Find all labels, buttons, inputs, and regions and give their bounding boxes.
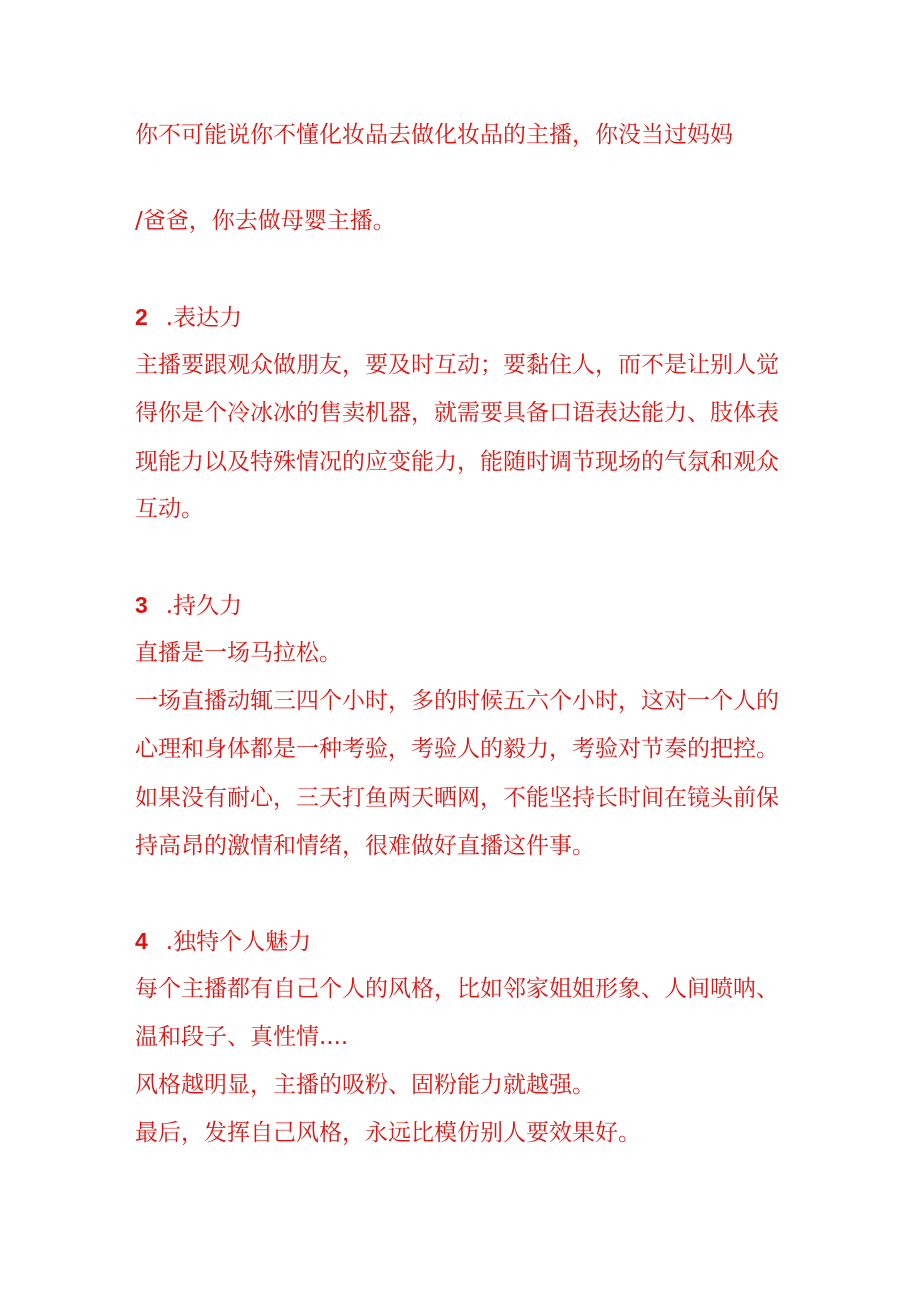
section-number: 3 (135, 592, 148, 618)
body-line: 持高昂的激情和情绪，很难做好直播这件事。 (135, 833, 595, 859)
body-line: 最后，发挥自己风格，永远比模仿别人要效果好。 (135, 1120, 641, 1146)
section-heading (135, 590, 242, 621)
section-number: 2 (135, 304, 148, 330)
intro-line: 你不可能说你不懂化妆品去做化妆品的主播，你没当过妈妈 (135, 122, 733, 148)
section-heading (135, 926, 311, 957)
body-line: 得你是个冷冰冰的售卖机器，就需要具备口语表达能力、肢体表 (135, 400, 779, 426)
body-line: 风格越明显，主播的吸粉、固粉能力就越强。 (135, 1072, 595, 1098)
body-line: 主播要跟观众做朋友，要及时互动；要黏住人，而不是让别人觉 (135, 352, 779, 378)
section-heading (135, 302, 242, 333)
section-title: .持久力 (165, 593, 243, 619)
body-line: 温和段子、真性情.... (135, 1024, 349, 1050)
section-title: .表达力 (165, 305, 243, 331)
body-line: 每个主播都有自己个人的风格，比如邻家姐姐形象、人间喷呐、 (135, 976, 779, 1002)
body-line: 直播是一场马拉松。 (135, 640, 342, 666)
body-line: 互动。 (135, 496, 204, 522)
section-number: 4 (135, 928, 148, 954)
body-line: 心理和身体都是一种考验，考验人的毅力，考验对节奏的把控。 (135, 736, 779, 762)
body-line: 一场直播动辄三四个小时，多的时候五六个小时，这对一个人的 (135, 688, 779, 714)
body-line: 如果没有耐心，三天打鱼两天晒网，不能坚持长时间在镜头前保 (135, 785, 779, 811)
intro-line: /爸爸，你去做母婴主播。 (135, 208, 396, 234)
body-line: 现能力以及特殊情况的应变能力，能随时调节现场的气氛和观众 (135, 449, 779, 475)
section-title: .独特个人魅力 (165, 929, 312, 955)
